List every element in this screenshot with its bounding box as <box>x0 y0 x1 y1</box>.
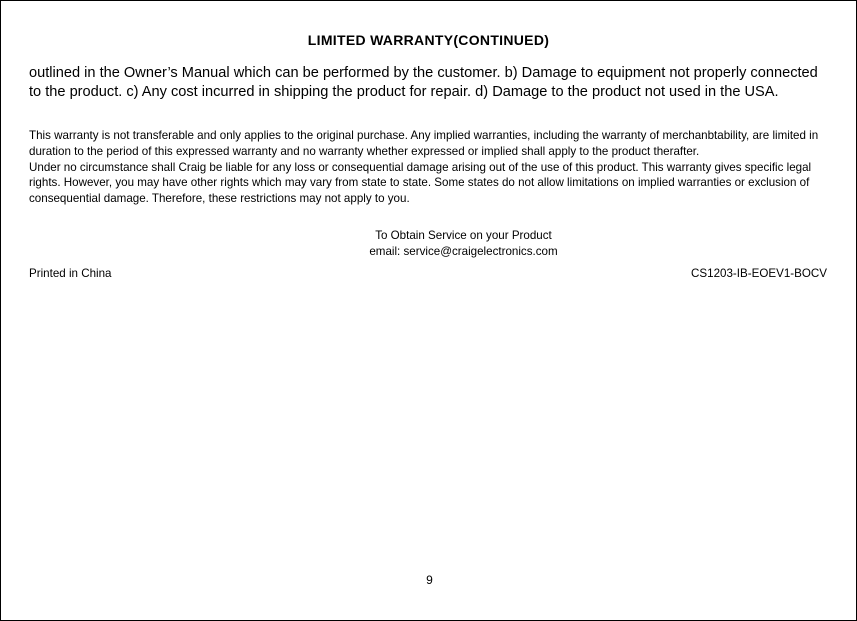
page-number: 9 <box>426 573 433 587</box>
transferability-paragraph: This warranty is not transferable and only applies to the original purchase. Any implied warranties, including the warranty of merchanbtability, are limited in duration to the period of this expressed warranty and no warranty whether expressed or implied shall apply to the product therafter. <box>29 129 819 158</box>
printed-in-label: Printed in China <box>29 267 112 280</box>
service-heading: To Obtain Service on your Product <box>375 229 552 242</box>
warranty-body <box>29 128 833 207</box>
document-code: CS1203-IB-EOEV1-BOCV <box>691 267 827 280</box>
lead-paragraph: outlined in the Owner’s Manual which can be performed by the customer. b) Damage to equipment not properly connected to the product. c) Any cost incurred in shipping the product for repair. d) Damage to the product not used in the USA. <box>29 65 818 100</box>
service-email: email: service@craigelectronics.com <box>369 244 558 258</box>
service-info <box>1 228 857 259</box>
liability-paragraph: Under no circumstance shall Craig be liable for any loss or consequential damage arising out of the use of this product. This warranty gives specific legal rights. However, you may have other rights which may vary from state to state. Some states do not allow limitations on implied warranties or exclusion of consequential damage. Therefore, these restrictions may not apply to you. <box>29 160 812 206</box>
page-title: LIMITED WARRANTY(CONTINUED) <box>307 32 550 48</box>
